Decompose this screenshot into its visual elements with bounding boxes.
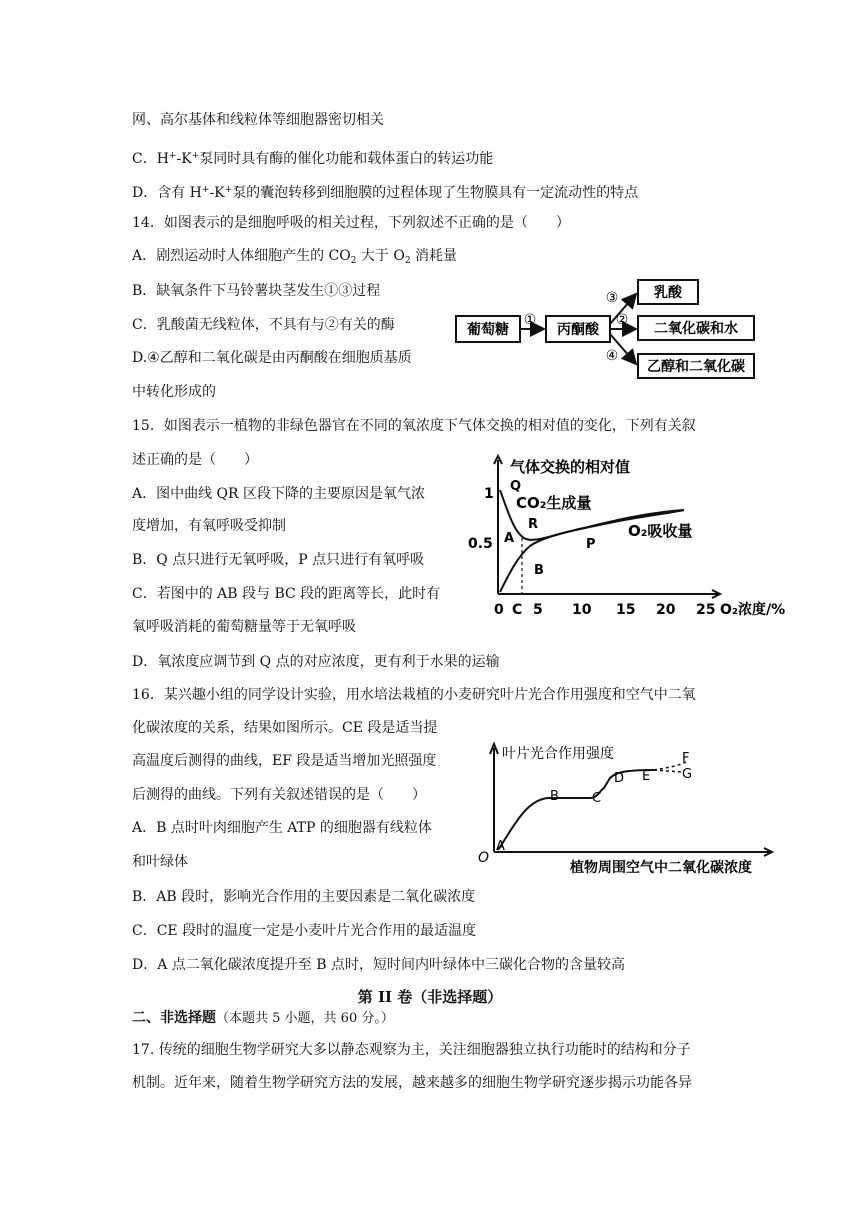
pt-p: P <box>586 537 596 552</box>
q15-option-b: B．Q 点只进行无氧呼吸，P 点只进行有氧呼吸 <box>132 552 425 568</box>
q17-line1: 17. 传统的细胞生物学研究大多以静态观察为主，关注细胞器独立执行功能时的结构和分子 <box>132 1042 691 1058</box>
q16-stem-3: 高温度后测得的曲线，EF 段是适当增加光照强度 <box>132 753 437 769</box>
step2-label: ② <box>615 312 629 328</box>
x-axis-label: O₂浓度/% <box>720 602 786 618</box>
pt-g: G <box>682 767 693 782</box>
q14-option-c: C．乳酸菌无线粒体，不具有与②有关的酶 <box>132 317 395 333</box>
xtick-25: 25 <box>696 602 716 618</box>
q16-option-b: B．AB 段时，影响光合作用的主要因素是二氧化碳浓度 <box>132 889 476 905</box>
q15-option-c-cont: 氧呼吸消耗的葡萄糖量等于无氧呼吸 <box>132 619 356 635</box>
q16-stem-4: 后测得的曲线。下列有关叙述错误的是（ ） <box>132 787 426 803</box>
pt-d: D <box>614 771 625 786</box>
q15-stem-cont: 述正确的是（ ） <box>132 452 258 468</box>
x-axis-label: 植物周围空气中二氧化碳浓度 <box>570 860 752 876</box>
pt-e: E <box>642 769 651 784</box>
xtick-20: 20 <box>656 602 676 618</box>
q16-option-a-cont: 和叶绿体 <box>132 854 188 870</box>
co2-water-label: 二氧化碳和水 <box>654 321 738 337</box>
q15-option-d: D．氧浓度应调节到 Q 点的对应浓度，更有利于水果的运输 <box>132 654 500 670</box>
xtick-c: C <box>512 602 523 618</box>
y-axis-label: 气体交换的相对值 <box>510 458 631 476</box>
step3-label: ③ <box>605 290 619 306</box>
q15-stem: 15．如图表示一植物的非绿色器官在不同的氧浓度下气体交换的相对值的变化，下列有关叙 <box>132 418 696 434</box>
q14-option-d-cont: 中转化形成的 <box>132 384 216 400</box>
q13-option-c: C．H+-K+泵同时具有酶的催化功能和载体蛋白的转运功能 <box>132 151 494 167</box>
q16-stem-2: 化碳浓度的关系，结果如图所示。CE 段是适当提 <box>132 720 438 736</box>
xtick-10: 10 <box>572 602 592 618</box>
ethanol-co2-label: 乙醇和二氧化碳 <box>647 359 745 375</box>
q16-option-a: A．B 点时叶肉细胞产生 ATP 的细胞器有线粒体 <box>132 820 432 836</box>
ytick-05: 0.5 <box>468 536 493 552</box>
section-title: 第 II 卷（非选择题） <box>357 988 503 1006</box>
o2-label: O₂吸收量 <box>628 522 693 540</box>
q17-line2: 机制。近年来，随着生物学研究方法的发展，越来越多的细胞生物学研究逐步揭示功能各异 <box>132 1075 692 1091</box>
q16-stem: 16．某兴趣小组的同学设计实验，用水培法栽植的小麦研究叶片光合作用强度和空气中二氧 <box>132 687 696 703</box>
pyruvate-label: 丙酮酸 <box>557 322 599 338</box>
pt-a: A <box>496 839 505 854</box>
pt-q: Q <box>510 479 522 494</box>
pt-f: F <box>682 751 690 766</box>
step1-label: ① <box>523 312 537 328</box>
gas-exchange-chart <box>464 452 798 624</box>
q14-option-b: B．缺氧条件下马铃薯块茎发生①③过程 <box>132 283 381 299</box>
pt-a: A <box>504 531 515 546</box>
photosynthesis-curve <box>498 770 654 850</box>
q14-stem: 14．如图表示的是细胞呼吸的相关过程，下列叙述不正确的是（ ） <box>132 215 570 231</box>
q13-option-d: D．含有 H+-K+泵的囊泡转移到细胞膜的过程体现了生物膜具有一定流动性的特点 <box>132 185 639 201</box>
respiration-diagram <box>452 272 758 384</box>
pt-b: B <box>534 563 544 578</box>
q14-option-a: A．剧烈运动时人体细胞产生的 $CO_2$ 大于 $O_2$ 消耗量 <box>132 248 458 266</box>
pt-c: C <box>592 791 602 806</box>
xtick-5: 5 <box>533 602 543 618</box>
origin-label: O <box>478 850 490 866</box>
y-axis-label: 叶片光合作用强度 <box>502 746 614 762</box>
q16-option-d: D．A 点二氧化碳浓度提升至 B 点时，短时间内叶绿体中三碳化合物的含量较高 <box>132 957 625 973</box>
glucose-label: 葡萄糖 <box>467 322 509 338</box>
section-heading: 二、非选择题（本题共 5 小题，共 60 分。） <box>132 1010 394 1026</box>
xtick-15: 15 <box>616 602 636 618</box>
q15-option-a: A．图中曲线 QR 区段下降的主要原因是氧气浓 <box>132 486 426 502</box>
lactic-label: 乳酸 <box>654 285 682 301</box>
pt-b: B <box>550 789 559 804</box>
ytick-1: 1 <box>484 486 494 502</box>
q16-option-c: C．CE 段时的温度一定是小麦叶片光合作用的最适温度 <box>132 923 477 939</box>
xtick-0: 0 <box>494 602 504 618</box>
pt-r: R <box>528 517 539 532</box>
q13-continuation: 网、高尔基体和线粒体等细胞器密切相关 <box>132 112 384 128</box>
eg-dashed <box>654 770 682 772</box>
q15-option-c: C．若图中的 AB 段与 BC 段的距离等长，此时有 <box>132 586 441 602</box>
q15-option-a-cont: 度增加，有氧呼吸受抑制 <box>132 518 286 534</box>
co2-label: CO₂生成量 <box>516 494 592 512</box>
q14-option-d: D.④乙醇和二氧化碳是由丙酮酸在细胞质基质 <box>132 350 412 366</box>
step4-label: ④ <box>605 348 619 364</box>
photosynthesis-chart <box>470 738 786 876</box>
